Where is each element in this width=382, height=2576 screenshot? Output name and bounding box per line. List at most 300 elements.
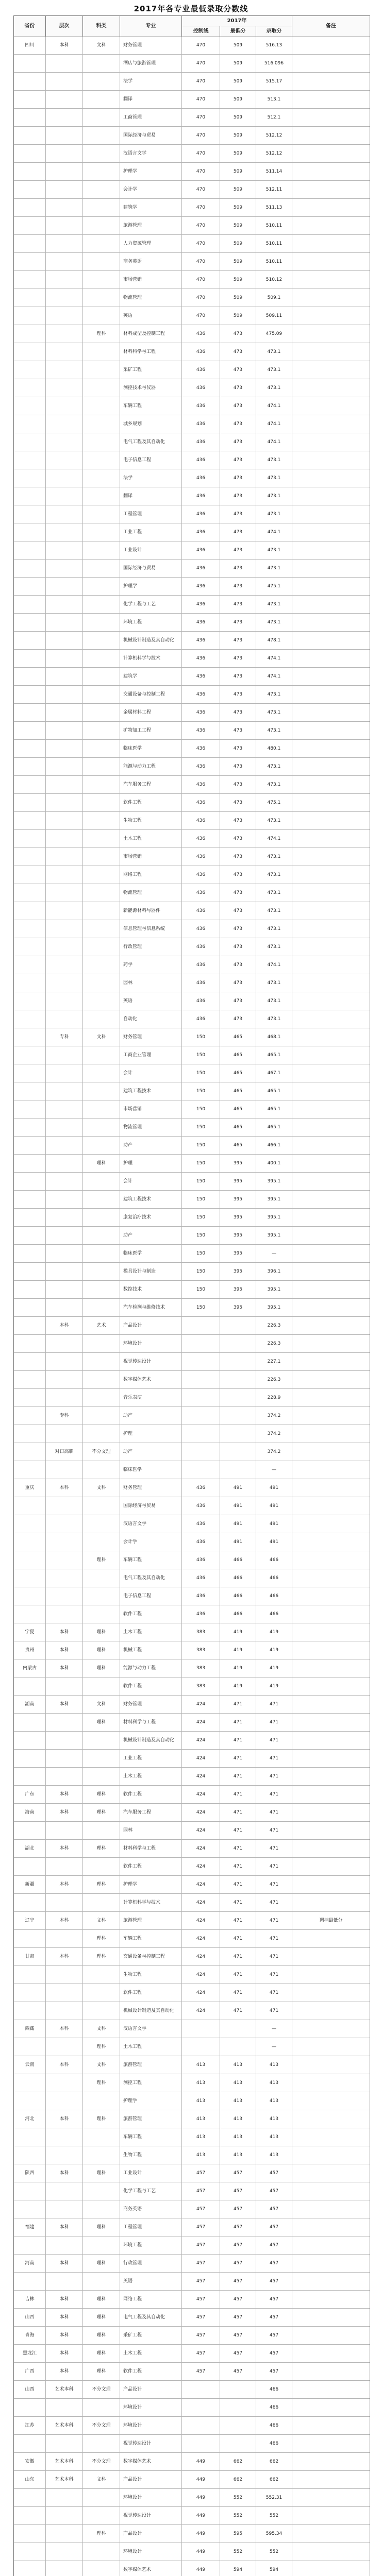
major-cell: 电气工程及其自动化 bbox=[120, 433, 182, 451]
admission-score-cell: 471 bbox=[256, 1786, 292, 1803]
subject-cell: 理科 bbox=[83, 1155, 120, 1172]
category-cell bbox=[46, 451, 83, 469]
control-line-cell bbox=[182, 2038, 220, 2056]
province-cell: 西藏 bbox=[14, 2020, 46, 2038]
major-cell: 财务管理 bbox=[120, 1479, 182, 1497]
header-province: 省份 bbox=[14, 16, 46, 37]
table-row bbox=[14, 1317, 370, 1335]
table-row bbox=[14, 109, 370, 127]
note-cell bbox=[292, 37, 370, 54]
province-cell: 内蒙古 bbox=[14, 1659, 46, 1677]
control-line-cell: 436 bbox=[182, 325, 220, 343]
major-cell: 法学 bbox=[120, 469, 182, 487]
subject-cell bbox=[83, 2200, 120, 2218]
control-line-cell: 449 bbox=[182, 2453, 220, 2470]
province-cell: 四川 bbox=[14, 37, 46, 54]
admission-score-cell: 552 bbox=[256, 2507, 292, 2524]
lowest-score-cell: 465 bbox=[220, 1046, 256, 1064]
lowest-score-cell: 471 bbox=[220, 1750, 256, 1767]
subject-cell bbox=[83, 884, 120, 902]
admission-score-cell: 457 bbox=[256, 2327, 292, 2344]
admission-score-cell: 413 bbox=[256, 2074, 292, 2092]
control-line-cell: 424 bbox=[182, 1696, 220, 1713]
lowest-score-cell: 457 bbox=[220, 2327, 256, 2344]
note-cell bbox=[292, 2218, 370, 2236]
note-cell bbox=[292, 541, 370, 559]
category-cell bbox=[46, 1389, 83, 1406]
admission-score-cell: 516.13 bbox=[256, 37, 292, 54]
category-cell: 本科 bbox=[46, 1479, 83, 1497]
lowest-score-cell: 491 bbox=[220, 1479, 256, 1497]
lowest-score-cell: 473 bbox=[220, 560, 256, 577]
lowest-score-cell: 509 bbox=[220, 127, 256, 144]
category-cell bbox=[46, 2543, 83, 2561]
admission-score-cell: 473.1 bbox=[256, 379, 292, 397]
province-cell bbox=[14, 956, 46, 974]
lowest-score-cell: 473 bbox=[220, 740, 256, 757]
admission-score-cell: 413 bbox=[256, 2056, 292, 2074]
admission-score-cell: 471 bbox=[256, 2002, 292, 2020]
table-row bbox=[14, 2074, 370, 2092]
table-row bbox=[14, 1876, 370, 1894]
category-cell: 专科 bbox=[46, 1407, 83, 1425]
subject-cell bbox=[83, 181, 120, 198]
category-cell bbox=[46, 1497, 83, 1515]
province-cell bbox=[14, 1569, 46, 1587]
admission-score-cell: 474.1 bbox=[256, 433, 292, 451]
category-cell bbox=[46, 1010, 83, 1028]
major-cell: 矿物加工工程 bbox=[120, 722, 182, 739]
lowest-score-cell: 466 bbox=[220, 1587, 256, 1605]
subject-cell bbox=[83, 145, 120, 162]
major-cell: 交通设备与控制工程 bbox=[120, 1948, 182, 1965]
lowest-score-cell: 473 bbox=[220, 325, 256, 343]
subject-cell bbox=[83, 722, 120, 739]
control-line-cell: 436 bbox=[182, 614, 220, 631]
table-row bbox=[14, 487, 370, 505]
control-line-cell: 424 bbox=[182, 1912, 220, 1929]
major-cell: 市场营销 bbox=[120, 848, 182, 866]
control-line-cell: 424 bbox=[182, 1930, 220, 1947]
table-row bbox=[14, 1010, 370, 1028]
category-cell bbox=[46, 1046, 83, 1064]
note-cell bbox=[292, 2002, 370, 2020]
note-cell bbox=[292, 1064, 370, 1082]
province-cell bbox=[14, 2002, 46, 2020]
admission-score-cell: 471 bbox=[256, 1840, 292, 1857]
table-row bbox=[14, 73, 370, 91]
score-table bbox=[13, 15, 370, 2576]
control-line-cell: 436 bbox=[182, 758, 220, 775]
subject-cell: 理科 bbox=[83, 1876, 120, 1893]
subject-cell bbox=[83, 1822, 120, 1839]
province-cell bbox=[14, 974, 46, 992]
major-cell: 模具设计与制造 bbox=[120, 1263, 182, 1280]
control-line-cell: 436 bbox=[182, 668, 220, 685]
lowest-score-cell: 509 bbox=[220, 217, 256, 234]
table-row bbox=[14, 1605, 370, 1623]
admission-score-cell: 473.1 bbox=[256, 902, 292, 920]
control-line-cell: 436 bbox=[182, 1497, 220, 1515]
table-row bbox=[14, 1479, 370, 1497]
province-cell bbox=[14, 776, 46, 793]
control-line-cell: 150 bbox=[182, 1263, 220, 1280]
admission-score-cell: 473.1 bbox=[256, 992, 292, 1010]
note-cell bbox=[292, 1750, 370, 1767]
subject-cell bbox=[83, 776, 120, 793]
province-cell bbox=[14, 1353, 46, 1370]
admission-score-cell: 395.1 bbox=[256, 1281, 292, 1298]
subject-cell bbox=[83, 1677, 120, 1695]
admission-score-cell: 457 bbox=[256, 2255, 292, 2272]
category-cell bbox=[46, 361, 83, 379]
category-cell bbox=[46, 1984, 83, 2002]
note-cell bbox=[292, 1479, 370, 1497]
admission-score-cell: 471 bbox=[256, 1876, 292, 1893]
category-cell bbox=[46, 2273, 83, 2290]
subject-cell bbox=[83, 668, 120, 685]
table-row bbox=[14, 794, 370, 812]
category-cell bbox=[46, 1064, 83, 1082]
subject-cell bbox=[83, 1984, 120, 2002]
control-line-cell: 436 bbox=[182, 560, 220, 577]
major-cell: 视觉传达设计 bbox=[120, 2435, 182, 2452]
province-cell bbox=[14, 902, 46, 920]
category-cell bbox=[46, 1155, 83, 1172]
province-cell bbox=[14, 289, 46, 307]
subject-cell: 理科 bbox=[83, 2345, 120, 2362]
subject-cell bbox=[83, 794, 120, 811]
control-line-cell: 424 bbox=[182, 1768, 220, 1785]
subject-cell bbox=[83, 1082, 120, 1100]
lowest-score-cell: 413 bbox=[220, 2110, 256, 2128]
province-cell bbox=[14, 884, 46, 902]
control-line-cell: 470 bbox=[182, 37, 220, 54]
subject-cell bbox=[83, 433, 120, 451]
header-year: 2017年 bbox=[182, 16, 292, 26]
table-row bbox=[14, 181, 370, 199]
control-line-cell: 436 bbox=[182, 920, 220, 938]
table-row bbox=[14, 1858, 370, 1876]
control-line-cell bbox=[182, 1389, 220, 1406]
table-row bbox=[14, 2200, 370, 2218]
category-cell bbox=[46, 2489, 83, 2506]
major-cell: 软件工程 bbox=[120, 1858, 182, 1875]
control-line-cell: 470 bbox=[182, 181, 220, 198]
control-line-cell: 436 bbox=[182, 974, 220, 992]
note-cell bbox=[292, 2345, 370, 2362]
lowest-score-cell bbox=[220, 2038, 256, 2056]
province-cell bbox=[14, 325, 46, 343]
lowest-score-cell: 473 bbox=[220, 523, 256, 541]
subject-cell bbox=[83, 614, 120, 631]
table-row bbox=[14, 1173, 370, 1191]
lowest-score-cell: 395 bbox=[220, 1191, 256, 1208]
subject-cell bbox=[83, 2128, 120, 2146]
note-cell bbox=[292, 2507, 370, 2524]
subject-cell bbox=[83, 415, 120, 433]
province-cell bbox=[14, 1082, 46, 1100]
control-line-cell: 436 bbox=[182, 632, 220, 649]
control-line-cell: 470 bbox=[182, 253, 220, 270]
province-cell bbox=[14, 812, 46, 829]
category-cell bbox=[46, 1930, 83, 1947]
province-cell bbox=[14, 1587, 46, 1605]
table-row bbox=[14, 1155, 370, 1173]
category-cell bbox=[46, 812, 83, 829]
lowest-score-cell: 509 bbox=[220, 73, 256, 90]
table-row bbox=[14, 505, 370, 523]
note-cell bbox=[292, 1569, 370, 1587]
control-line-cell: 150 bbox=[182, 1245, 220, 1262]
category-cell: 本科 bbox=[46, 2218, 83, 2236]
note-cell bbox=[292, 181, 370, 198]
subject-cell bbox=[83, 2507, 120, 2524]
major-cell: 电气工程及其自动化 bbox=[120, 1569, 182, 1587]
control-line-cell: 436 bbox=[182, 740, 220, 757]
admission-score-cell: 457 bbox=[256, 2218, 292, 2236]
major-cell: 机械设计制造及其自动化 bbox=[120, 1732, 182, 1749]
lowest-score-cell: 473 bbox=[220, 884, 256, 902]
table-row bbox=[14, 2038, 370, 2056]
province-cell bbox=[14, 848, 46, 866]
subject-cell bbox=[83, 73, 120, 90]
table-row bbox=[14, 956, 370, 974]
control-line-cell: 436 bbox=[182, 902, 220, 920]
control-line-cell: 457 bbox=[182, 2345, 220, 2362]
subject-cell bbox=[83, 1100, 120, 1118]
major-cell: 旅游管理 bbox=[120, 217, 182, 234]
category-cell bbox=[46, 1894, 83, 1911]
table-row bbox=[14, 2507, 370, 2525]
major-cell: 汽车检测与维修技术 bbox=[120, 1299, 182, 1316]
subject-cell bbox=[83, 2092, 120, 2110]
note-cell bbox=[292, 1948, 370, 1965]
lowest-score-cell bbox=[220, 1371, 256, 1388]
note-cell bbox=[292, 776, 370, 793]
lowest-score-cell: 509 bbox=[220, 145, 256, 162]
table-row bbox=[14, 1768, 370, 1786]
admission-score-cell: 413 bbox=[256, 2110, 292, 2128]
note-cell bbox=[292, 2543, 370, 2561]
lowest-score-cell: 457 bbox=[220, 2218, 256, 2236]
admission-score-cell: 552.31 bbox=[256, 2489, 292, 2506]
lowest-score-cell: 491 bbox=[220, 1533, 256, 1551]
subject-cell: 理科 bbox=[83, 2110, 120, 2128]
table-row bbox=[14, 1948, 370, 1966]
control-line-cell: 413 bbox=[182, 2074, 220, 2092]
lowest-score-cell: 457 bbox=[220, 2363, 256, 2380]
category-cell bbox=[46, 956, 83, 974]
subject-cell bbox=[83, 866, 120, 884]
control-line-cell: 150 bbox=[182, 1281, 220, 1298]
subject-cell bbox=[83, 451, 120, 469]
major-cell: 金属材料工程 bbox=[120, 704, 182, 721]
table-row bbox=[14, 1100, 370, 1118]
admission-score-cell: 471 bbox=[256, 1768, 292, 1785]
subject-cell bbox=[83, 289, 120, 307]
category-cell bbox=[46, 830, 83, 848]
major-cell: 英语 bbox=[120, 992, 182, 1010]
note-cell bbox=[292, 1930, 370, 1947]
lowest-score-cell bbox=[220, 2381, 256, 2398]
lowest-score-cell: 471 bbox=[220, 1966, 256, 1984]
category-cell bbox=[46, 1768, 83, 1785]
category-cell bbox=[46, 992, 83, 1010]
admission-score-cell: 471 bbox=[256, 1858, 292, 1875]
lowest-score-cell bbox=[220, 1443, 256, 1461]
province-cell: 广东 bbox=[14, 1786, 46, 1803]
province-cell bbox=[14, 830, 46, 848]
table-row bbox=[14, 2218, 370, 2236]
major-cell: 翻译 bbox=[120, 487, 182, 505]
province-cell bbox=[14, 1515, 46, 1533]
subject-cell: 文科 bbox=[83, 2471, 120, 2488]
control-line-cell: 449 bbox=[182, 2525, 220, 2543]
admission-score-cell: 473.1 bbox=[256, 1010, 292, 1028]
control-line-cell: 424 bbox=[182, 1948, 220, 1965]
category-cell: 艺术本科 bbox=[46, 2381, 83, 2398]
note-cell bbox=[292, 1227, 370, 1244]
lowest-score-cell: 473 bbox=[220, 469, 256, 487]
subject-cell: 文科 bbox=[83, 1912, 120, 1929]
category-cell bbox=[46, 974, 83, 992]
category-cell bbox=[46, 523, 83, 541]
lowest-score-cell bbox=[220, 2435, 256, 2452]
major-cell: 城乡规划 bbox=[120, 415, 182, 433]
note-cell bbox=[292, 632, 370, 649]
table-row bbox=[14, 1407, 370, 1425]
control-line-cell: 413 bbox=[182, 2110, 220, 2128]
lowest-score-cell: 595 bbox=[220, 2525, 256, 2543]
subject-cell bbox=[83, 2002, 120, 2020]
subject-cell bbox=[83, 596, 120, 613]
lowest-score-cell: 395 bbox=[220, 1155, 256, 1172]
control-line-cell: 436 bbox=[182, 812, 220, 829]
control-line-cell: 150 bbox=[182, 1209, 220, 1226]
province-cell bbox=[14, 992, 46, 1010]
table-row bbox=[14, 2435, 370, 2453]
lowest-score-cell: 509 bbox=[220, 91, 256, 108]
lowest-score-cell: 552 bbox=[220, 2543, 256, 2561]
admission-score-cell: 465.1 bbox=[256, 1082, 292, 1100]
control-line-cell: 436 bbox=[182, 361, 220, 379]
admission-score-cell: 471 bbox=[256, 1912, 292, 1929]
admission-score-cell: 475.1 bbox=[256, 794, 292, 811]
major-cell: 临床医学 bbox=[120, 1245, 182, 1262]
province-cell bbox=[14, 1677, 46, 1695]
note-cell bbox=[292, 560, 370, 577]
province-cell bbox=[14, 2182, 46, 2200]
lowest-score-cell: 465 bbox=[220, 1082, 256, 1100]
control-line-cell: 436 bbox=[182, 1587, 220, 1605]
admission-score-cell: 457 bbox=[256, 2236, 292, 2254]
category-cell bbox=[46, 794, 83, 811]
note-cell bbox=[292, 1876, 370, 1893]
category-cell: 本科 bbox=[46, 2110, 83, 2128]
major-cell: 环境工程 bbox=[120, 2236, 182, 2254]
subject-cell bbox=[83, 2561, 120, 2576]
major-cell: 环境工程 bbox=[120, 614, 182, 631]
subject-cell bbox=[83, 686, 120, 703]
subject-cell: 理科 bbox=[83, 2363, 120, 2380]
lowest-score-cell: 473 bbox=[220, 920, 256, 938]
note-cell bbox=[292, 397, 370, 415]
category-cell bbox=[46, 307, 83, 325]
admission-score-cell: 513.1 bbox=[256, 91, 292, 108]
subject-cell: 理科 bbox=[83, 2327, 120, 2344]
note-cell bbox=[292, 1046, 370, 1064]
admission-score-cell: 474.1 bbox=[256, 650, 292, 667]
province-cell bbox=[14, 217, 46, 234]
table-row bbox=[14, 1840, 370, 1858]
table-row bbox=[14, 1046, 370, 1064]
category-cell bbox=[46, 2200, 83, 2218]
table-row bbox=[14, 884, 370, 902]
note-cell bbox=[292, 379, 370, 397]
major-cell: 交通设备与控制工程 bbox=[120, 686, 182, 703]
province-cell bbox=[14, 1533, 46, 1551]
note-cell bbox=[292, 505, 370, 523]
major-cell: 建筑学 bbox=[120, 668, 182, 685]
control-line-cell bbox=[182, 2381, 220, 2398]
major-cell: 会计 bbox=[120, 1173, 182, 1190]
major-cell: 助产 bbox=[120, 1227, 182, 1244]
admission-score-cell: 419 bbox=[256, 1659, 292, 1677]
province-cell bbox=[14, 1443, 46, 1461]
control-line-cell bbox=[182, 1335, 220, 1352]
note-cell bbox=[292, 2525, 370, 2543]
table-row bbox=[14, 848, 370, 866]
major-cell: 土木工程 bbox=[120, 1768, 182, 1785]
admission-score-cell: 475.09 bbox=[256, 325, 292, 343]
admission-score-cell: 473.1 bbox=[256, 487, 292, 505]
note-cell bbox=[292, 487, 370, 505]
table-row bbox=[14, 2525, 370, 2543]
control-line-cell: 436 bbox=[182, 415, 220, 433]
admission-score-cell: 471 bbox=[256, 1984, 292, 2002]
subject-cell: 理科 bbox=[83, 2038, 120, 2056]
province-cell bbox=[14, 2038, 46, 2056]
note-cell bbox=[292, 1353, 370, 1370]
category-cell bbox=[46, 397, 83, 415]
subject-cell bbox=[83, 1966, 120, 1984]
admission-score-cell: 515.17 bbox=[256, 73, 292, 90]
admission-score-cell: 471 bbox=[256, 1822, 292, 1839]
province-cell bbox=[14, 2200, 46, 2218]
table-row bbox=[14, 1984, 370, 2002]
lowest-score-cell: 662 bbox=[220, 2453, 256, 2470]
control-line-cell: 150 bbox=[182, 1137, 220, 1154]
province-cell: 福建 bbox=[14, 2218, 46, 2236]
note-cell bbox=[292, 1299, 370, 1316]
province-cell: 黑龙江 bbox=[14, 2345, 46, 2362]
category-cell: 本科 bbox=[46, 2164, 83, 2182]
major-cell: 康复治疗技术 bbox=[120, 1209, 182, 1226]
note-cell bbox=[292, 2417, 370, 2434]
table-row bbox=[14, 1461, 370, 1479]
category-cell bbox=[46, 109, 83, 126]
lowest-score-cell: 457 bbox=[220, 2291, 256, 2308]
category-cell bbox=[46, 2561, 83, 2576]
province-cell bbox=[14, 1263, 46, 1280]
admission-score-cell: 473.1 bbox=[256, 974, 292, 992]
province-cell bbox=[14, 722, 46, 739]
major-cell: 会计学 bbox=[120, 1533, 182, 1551]
major-cell: 软件工程 bbox=[120, 2363, 182, 2380]
table-row bbox=[14, 2309, 370, 2327]
province-cell: 云南 bbox=[14, 2056, 46, 2074]
